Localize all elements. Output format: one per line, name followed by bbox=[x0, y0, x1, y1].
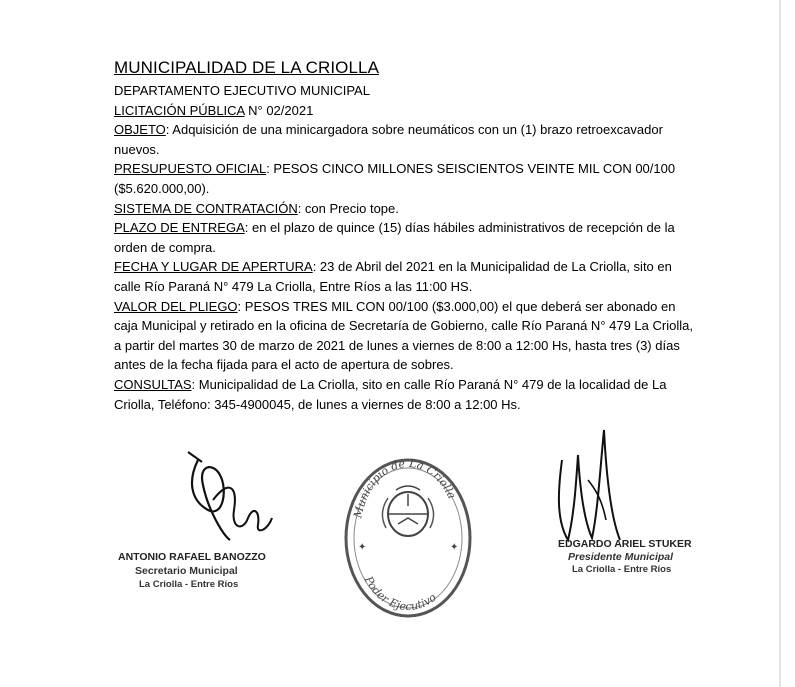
section-presupuesto bbox=[114, 159, 694, 198]
document-body bbox=[114, 58, 694, 414]
right-signer-name: EDGARDO ARIEL STUKER bbox=[558, 538, 692, 550]
tender-line bbox=[114, 101, 694, 121]
right-signer-place: La Criolla - Entre Ríos bbox=[572, 564, 672, 575]
section-objeto bbox=[114, 120, 694, 159]
department-line: DEPARTAMENTO EJECUTIVO MUNICIPAL bbox=[114, 83, 370, 98]
plazo-label: PLAZO DE ENTREGA bbox=[114, 220, 245, 236]
svg-text:Poder Ejecutivo bbox=[361, 573, 439, 613]
section-plazo bbox=[114, 218, 694, 257]
presupuesto-label: PRESUPUESTO OFICIAL bbox=[114, 161, 267, 177]
right-signer-role: Presidente Municipal bbox=[568, 551, 674, 563]
right-signature-scribble-icon bbox=[548, 420, 638, 550]
left-signature-scribble-icon bbox=[168, 440, 288, 550]
seal-top-text: Municipio de La Criolla bbox=[351, 456, 459, 520]
left-signer-role: Secretario Municipal bbox=[135, 565, 238, 577]
consultas-label: CONSULTAS bbox=[114, 376, 192, 392]
apertura-label: FECHA Y LUGAR DE APERTURA bbox=[114, 259, 313, 275]
plazo-text: : en el plazo de quince (15) días hábiles administrativos de recepción de la orden de compra. bbox=[114, 220, 675, 255]
section-apertura bbox=[114, 257, 694, 296]
presupuesto-text: : PESOS CINCO MILLONES SEISCIENTOS VEINTE MIL CON 00/100 ($5.620.000,00). bbox=[114, 161, 676, 196]
svg-text:✦: ✦ bbox=[450, 542, 459, 553]
section-sistema bbox=[114, 199, 694, 219]
svg-text:✦: ✦ bbox=[358, 542, 367, 553]
seal-bottom-text: Poder Ejecutivo bbox=[361, 574, 439, 614]
section-pliego bbox=[114, 297, 694, 375]
left-signer-place: La Criolla - Entre Ríos bbox=[139, 579, 239, 590]
document-title: MUNICIPALIDAD DE LA CRIOLLA bbox=[114, 58, 380, 77]
tender-label: LICITACIÓN PÚBLICA bbox=[114, 102, 245, 118]
page-edge-divider bbox=[779, 0, 781, 687]
pliego-text: : PESOS TRES MIL CON 00/100 ($3.000,00) el que deberá ser abonado en caja Municipal y retirado en la oficina de Secretaría de Gobierno, calle Río Paraná N° 479 La Criolla, a partir del martes 30 de marzo de 2021 de lunes a viernes de 8:00 a 12:00 Hs, hasta tres (3) días antes de la fecha fijada para el acto de apertura de sobres. bbox=[114, 298, 693, 373]
objeto-label: OBJETO bbox=[114, 122, 166, 138]
objeto-text: : Adquisición de una minicargadora sobre neumáticos con un (1) brazo retroexcavador nuevos. bbox=[114, 122, 663, 157]
svg-text:Municipio de La Criolla bbox=[351, 457, 458, 521]
apertura-text: : 23 de Abril del 2021 en la Municipalidad de La Criolla, sito en calle Río Paraná N° 479 La Criolla, Entre Ríos a las 11:00 HS. bbox=[114, 259, 672, 294]
left-signer-name: ANTONIO RAFAEL BANOZZO bbox=[118, 551, 266, 563]
section-consultas bbox=[114, 375, 694, 414]
sistema-label: SISTEMA DE CONTRATACIÓN bbox=[114, 200, 298, 216]
pliego-label: VALOR DEL PLIEGO bbox=[114, 298, 238, 314]
consultas-text: : Municipalidad de La Criolla, sito en calle Río Paraná N° 479 de la localidad de La Criolla, Teléfono: 345-4900045, de lunes a viernes de 8:00 a 12:00 Hs. bbox=[114, 376, 667, 412]
municipal-seal-icon bbox=[338, 438, 478, 618]
tender-number: N° 02/2021 bbox=[244, 102, 314, 118]
sistema-text: : con Precio tope. bbox=[297, 200, 399, 216]
